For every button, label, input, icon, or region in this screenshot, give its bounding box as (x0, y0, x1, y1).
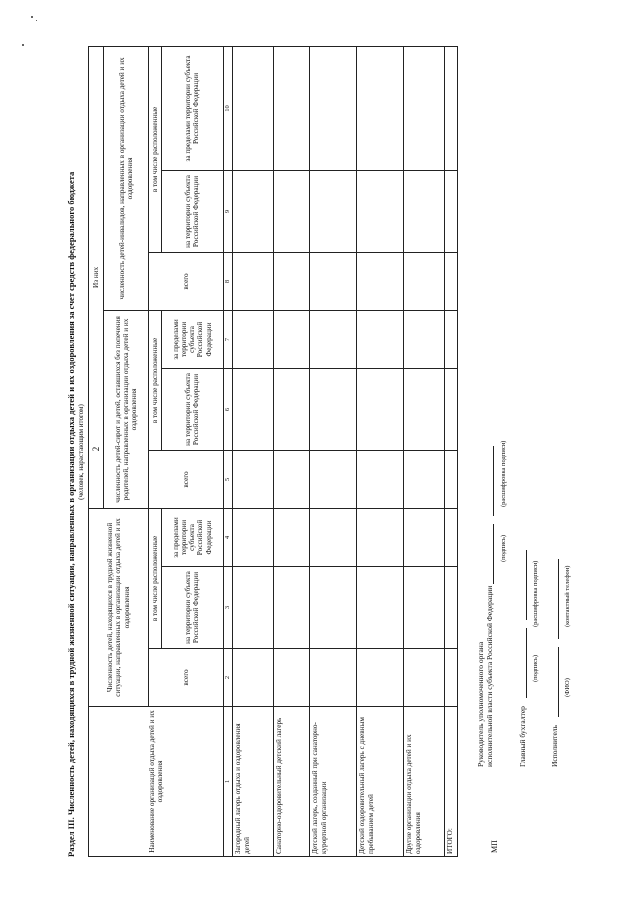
mp-stamp-label: МП (490, 840, 499, 853)
table-cell (274, 46, 310, 170)
column-number: 2 (223, 649, 233, 707)
table-cell (404, 508, 445, 566)
table-cell (233, 508, 274, 566)
table-cell (274, 368, 310, 450)
signature-line (485, 524, 494, 584)
table-cell (233, 46, 274, 170)
column-number: 1 (223, 707, 233, 857)
table-cell (310, 508, 357, 566)
table-cell (445, 649, 458, 707)
row-label: Загородный лагерь отдыха и оздоровления детей (233, 707, 274, 857)
signature-line (518, 628, 527, 698)
header-v-tom-chisle: в том числе расположенные (148, 310, 161, 450)
table-cell (404, 252, 445, 310)
table-cell (310, 368, 357, 450)
table-cell (233, 170, 274, 252)
table-cell (445, 567, 458, 649)
podpis-caption: (подпись) (500, 535, 507, 562)
table-cell (233, 450, 274, 508)
row-label: Детский лагерь, созданный при санаторно-курортной организации (310, 707, 357, 857)
header-za-predelami: за пределами территории субъекта Российской Федерации (161, 310, 223, 368)
table-cell (445, 252, 458, 310)
table-cell (357, 567, 404, 649)
rasshifrovka-caption: (расшифровка подписи) (532, 560, 539, 627)
table-cell (357, 46, 404, 170)
table-cell (274, 252, 310, 310)
table-cell (445, 508, 458, 566)
table-cell (404, 567, 445, 649)
column-number: 8 (223, 252, 233, 310)
table-cell (357, 508, 404, 566)
header-vsego: всего (148, 252, 223, 310)
table-cell (274, 310, 310, 368)
rasshifrovka-caption: (расшифровка подписи) (500, 440, 507, 507)
table-cell (274, 567, 310, 649)
signature-line (518, 550, 527, 620)
table-cell (357, 252, 404, 310)
scan-speck (31, 16, 33, 18)
executor-signature-block (550, 559, 571, 767)
row-label: Детский оздоровительный лагерь с дневным пребыванием детей (357, 707, 404, 857)
table-cell (233, 310, 274, 368)
header-vsego: всего (148, 450, 223, 508)
accountant-label: Главный бухгалтер (518, 706, 527, 767)
table-cell (310, 252, 357, 310)
table-cell (233, 368, 274, 450)
phone-caption: (контактный телефон) (564, 565, 571, 627)
header-group-b: численность детей-сирот и детей, оставшихся без попечения родителей, направленных в организации отдыха детей и их оздоровления (103, 310, 148, 508)
units-note: (человек, нарастающим итогом) (77, 404, 85, 500)
table-cell (310, 567, 357, 649)
header-na-territorii: на территории субъекта Российской Федерации (161, 170, 223, 252)
table-cell (310, 310, 357, 368)
table-cell (445, 310, 458, 368)
table-cell (310, 649, 357, 707)
table-cell (404, 649, 445, 707)
table-cell (357, 310, 404, 368)
column-number: 5 (223, 450, 233, 508)
table-cell (274, 170, 310, 252)
podpis-caption: (подпись) (532, 655, 539, 682)
accountant-signature-block (518, 550, 539, 767)
scan-speck (22, 44, 24, 46)
column-number: 4 (223, 508, 233, 566)
table-cell (404, 310, 445, 368)
head-title-line2 (485, 446, 494, 767)
table-cell (274, 649, 310, 707)
header-group-c: численность детей-инвалидов, направленных в организации отдыха детей и их оздоровления (103, 46, 148, 310)
header-org-name: Наименование организаций отдыха детей и их оздоровления (89, 707, 224, 857)
table-cell (274, 508, 310, 566)
table-cell (310, 46, 357, 170)
column-number: 10 (223, 46, 233, 170)
table-cell (357, 170, 404, 252)
head-signature-block (476, 440, 507, 767)
header-v-tom-chisle: в том числе расположенные (148, 46, 161, 252)
table-cell (357, 649, 404, 707)
table-cell (445, 170, 458, 252)
table-cell (274, 450, 310, 508)
page-number: 2 (91, 446, 101, 452)
row-label: Другие организации отдыха детей и их оздоровления (404, 707, 445, 857)
table-cell (445, 46, 458, 170)
table-cell (233, 649, 274, 707)
signature-line (485, 446, 494, 516)
row-label-total: ИТОГО: (445, 707, 458, 857)
head-title-line1: Руководитель уполномоченного органа (476, 641, 485, 767)
header-v-tom-chisle: в том числе расположенные (148, 508, 161, 648)
table-cell (404, 46, 445, 170)
table-cell (404, 368, 445, 450)
table-cell (310, 170, 357, 252)
table-cell (233, 252, 274, 310)
table-cell (445, 368, 458, 450)
table-cell (445, 450, 458, 508)
scan-speck (36, 20, 37, 21)
signature-line (550, 559, 559, 639)
table-cell (357, 368, 404, 450)
head-title-text: исполнительной власти субъекта Российской Федерации (485, 585, 494, 767)
signature-line (550, 647, 559, 717)
header-group-a: Численность детей, находящихся в трудной жизненной ситуации, направленных в организации отдыха детей и их оздоровления (89, 508, 149, 706)
header-za-predelami: за пределами территории субъекта Российской Федерации (161, 46, 223, 170)
header-za-predelami: за пределами территории субъекта Российской Федерации (161, 508, 223, 566)
table-cell (310, 450, 357, 508)
row-label: Санаторно-оздоровительный детский лагерь (274, 707, 310, 857)
header-na-territorii: на территории субъекта Российской Федерации (161, 567, 223, 649)
header-vsego: всего (148, 649, 223, 707)
rotated-form (60, 47, 580, 857)
table-cell (404, 450, 445, 508)
column-number: 7 (223, 310, 233, 368)
executor-label: Исполнитель (550, 725, 559, 767)
column-number: 3 (223, 567, 233, 649)
column-number: 6 (223, 368, 233, 450)
table-cell (233, 567, 274, 649)
table-cell (404, 170, 445, 252)
header-iz-nih: Из них (89, 46, 104, 508)
section-title: Раздел III. Численность детей, находящихся в трудной жизненной ситуации, направленных в организации отдыха детей и их оздоровления за счет средств федерального бюджета (66, 171, 76, 857)
table-cell (357, 450, 404, 508)
data-table (88, 46, 458, 857)
header-na-territorii: на территории субъекта Российской Федерации (161, 368, 223, 450)
fio-caption: (ФИО) (564, 678, 571, 697)
column-number: 9 (223, 170, 233, 252)
